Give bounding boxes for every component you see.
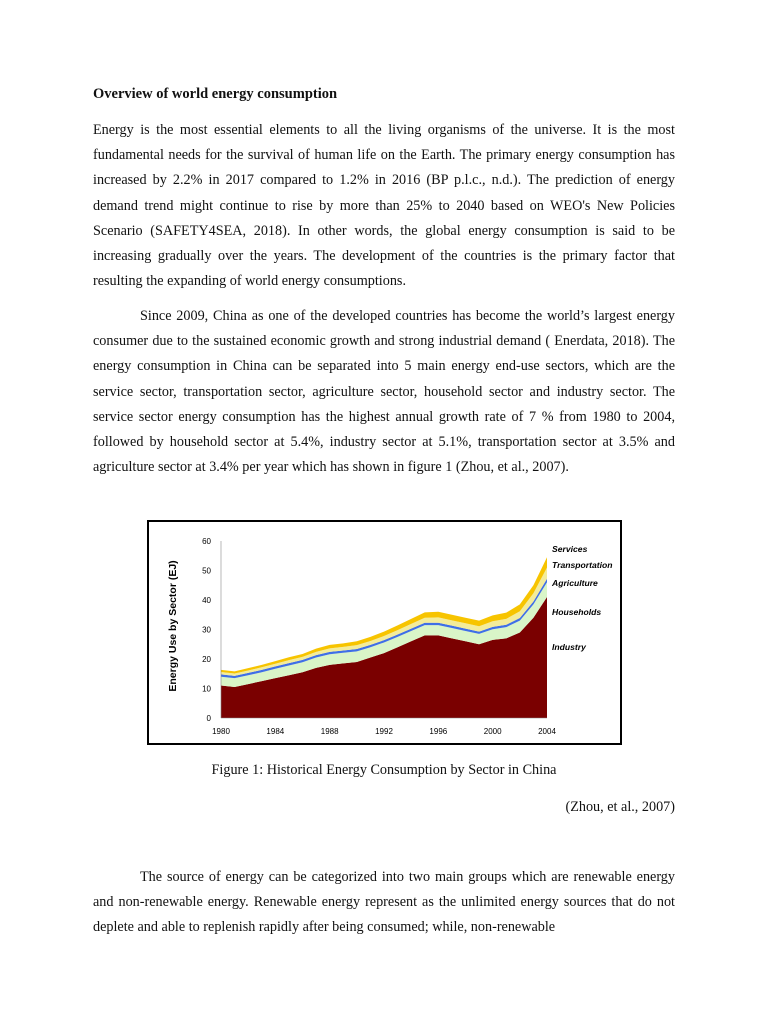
plot-area bbox=[202, 537, 612, 736]
figure-source: (Zhou, et al., 2007) bbox=[565, 799, 675, 815]
legend-label-transportation: Transportation bbox=[552, 560, 613, 570]
figure-1 bbox=[147, 520, 622, 745]
x-tick-label: 1988 bbox=[320, 727, 339, 736]
y-tick-label: 0 bbox=[206, 714, 211, 723]
x-tick-label: 1996 bbox=[429, 727, 448, 736]
y-axis-label: Energy Use by Sector (EJ) bbox=[167, 560, 179, 692]
x-tick-label: 1984 bbox=[266, 727, 285, 736]
legend-label-agriculture: Agriculture bbox=[552, 578, 598, 588]
paragraph-3: The source of energy can be categorized into two main groups which are renewable energy and non-renewable energy. Renewable energy represent as the unlimited energy sources that do not deplete and able to replenish rapidly after being consumed; while, non-renewable bbox=[93, 869, 675, 936]
y-tick-label: 20 bbox=[202, 655, 211, 664]
legend-label-industry: Industry bbox=[552, 642, 586, 652]
figure-caption: Figure 1: Historical Energy Consumption by Sector in China bbox=[211, 762, 557, 778]
y-tick-label: 40 bbox=[202, 596, 211, 605]
x-tick-label: 2004 bbox=[538, 727, 556, 736]
section-heading: Overview of world energy consumption bbox=[93, 86, 338, 102]
legend-label-services: Services bbox=[552, 544, 588, 554]
y-tick-label: 50 bbox=[202, 566, 211, 576]
legend-label-households: Households bbox=[552, 607, 602, 617]
y-tick-label: 10 bbox=[202, 684, 211, 694]
x-tick-label: 1980 bbox=[212, 727, 230, 736]
paragraph-2: Since 2009, China as one of the developed countries has become the world’s largest energy consumer due to the sustained economic growth and strong industrial demand ( Enerdata, 2018). The energy consumption in China can be separated into 5 main energy end-use sectors, which are the service sector, transportation sector, agriculture sector, household sector and industry sector. The service sector energy consumption has the highest annual growth rate of 7 % from 1980 to 2004, followed by household sector at 5.4%, industry sector at 5.1%, transportation sector at 3.5% and agriculture sector at 3.4% per year which has shown in figure 1 (Zhou, et al., 2007). bbox=[93, 308, 675, 476]
paragraph-1: Energy is the most essential elements to all the living organisms of the universe. It is the most fundamental needs for the survival of human life on the Earth. The primary energy consumption has increased by 2.2% in 2017 compared to 1.2% in 2016 (BP p.l.c., n.d.). The prediction of energy demand trend might continue to rise by more than 25% to 2040 based on WEO's New Policies Scenario (SAFETY4SEA, 2018). In other words, the global energy consumption is said to be increasing gradually over the years. The development of the countries is the primary factor that resulting the expanding of world energy consumptions. bbox=[93, 122, 675, 290]
x-tick-label: 1992 bbox=[375, 727, 393, 736]
energy-area-chart bbox=[149, 522, 620, 743]
y-tick-label: 60 bbox=[202, 537, 211, 546]
y-tick-label: 30 bbox=[202, 625, 211, 635]
x-tick-label: 2000 bbox=[483, 727, 502, 736]
